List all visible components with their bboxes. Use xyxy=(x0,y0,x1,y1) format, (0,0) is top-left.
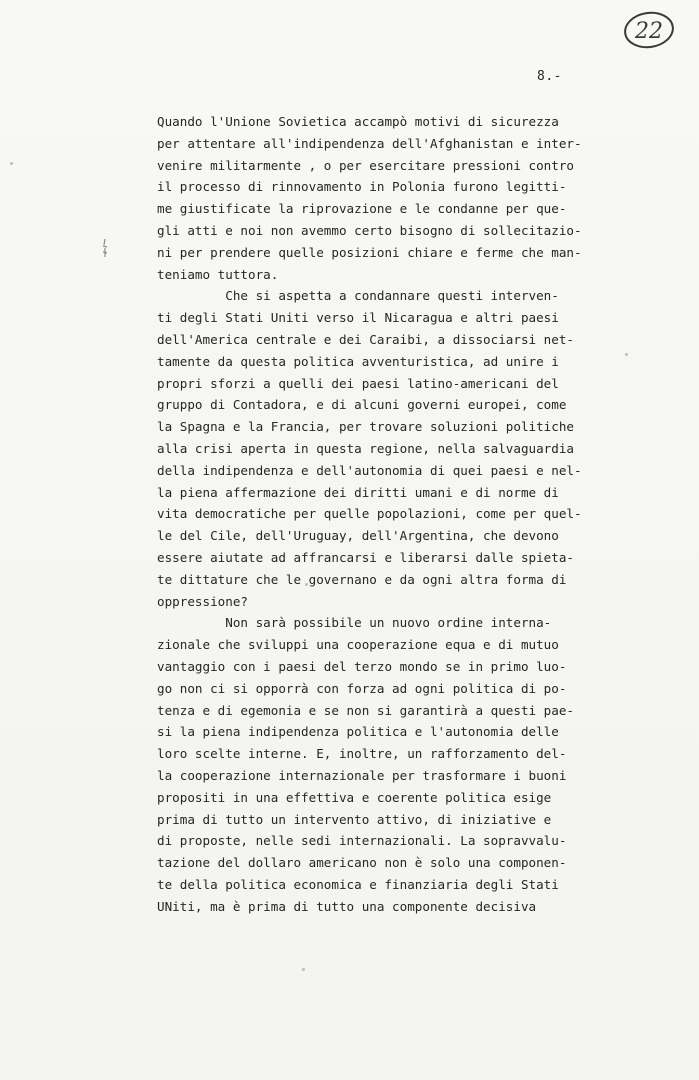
text-line: propositi in una effettiva e coerente politica esige xyxy=(157,789,552,805)
text-line: tazione del dollaro americano non è solo una componen- xyxy=(157,855,567,871)
text-line: teniamo tuttora. xyxy=(157,266,279,282)
text-line: te della politica economica e finanziaria degli Stati xyxy=(157,876,559,892)
text-line: ni per prendere quelle posizioni chiare e ferme che man- xyxy=(157,244,582,260)
text-line: go non ci si opporrà con forza ad ogni politica di po- xyxy=(157,680,567,696)
text-line: la piena affermazione dei diritti umani e di norme di xyxy=(157,484,559,500)
paper-speck xyxy=(10,162,13,165)
text-line: dell'America centrale e dei Caraibi, a dissociarsi net- xyxy=(157,331,575,347)
text-line: UNiti, ma è prima di tutto una componente decisiva xyxy=(157,898,537,914)
paper-speck xyxy=(302,968,305,971)
text-line: venire militarmente , o per esercitare pressioni contro xyxy=(157,157,575,173)
text-line: gli atti e noi non avemmo certo bisogno di sollecitazio- xyxy=(157,222,582,238)
text-line: ti degli Stati Uniti verso il Nicaragua e altri paesi xyxy=(157,310,559,326)
text-line: prima di tutto un intervento attivo, di iniziative e xyxy=(157,811,552,827)
text-line: della indipendenza e dell'autonomia di quei paesi e nel- xyxy=(157,462,582,478)
text-line: te dittature che le governano e da ogni altra forma di xyxy=(157,571,567,587)
text-line: Quando l'Unione Sovietica accampò motivi di sicurezza xyxy=(157,114,559,129)
margin-ink-mark xyxy=(100,238,110,260)
text-line: tenza e di egemonia e se non si garantirà a questi pae- xyxy=(157,702,575,718)
text-line: la Spagna e la Francia, per trovare soluzioni politiche xyxy=(157,419,575,435)
text-line: zionale che sviluppi una cooperazione equa e di mutuo xyxy=(157,637,559,653)
archive-stamp-number: 22 xyxy=(635,19,663,44)
text-line: le del Cile, dell'Uruguay, dell'Argentina, che devono xyxy=(157,528,559,544)
text-line: tamente da questa politica avventuristica, ad unire i xyxy=(157,353,559,369)
text-line: oppressione? xyxy=(157,593,248,609)
text-line: propri sforzi a quelli dei paesi latino-americani del xyxy=(157,375,559,391)
text-line: alla crisi aperta in questa regione, nella salvaguardia xyxy=(157,440,575,456)
text-line: il processo di rinnovamento in Polonia furono legitti- xyxy=(157,179,567,195)
text-line: me giustificate la riprovazione e le condanne per que- xyxy=(157,201,567,217)
text-line: gruppo di Contadora, e di alcuni governi europei, come xyxy=(157,397,567,413)
text-line: di proposte, nelle sedi internazionali. La sopravvalu- xyxy=(157,833,567,849)
text-line: Non sarà possibile un nuovo ordine interna- xyxy=(157,615,552,631)
text-line: la cooperazione internazionale per trasformare i buoni xyxy=(157,767,567,783)
text-line: si la piena indipendenza politica e l'autonomia delle xyxy=(157,724,559,740)
text-line: per attentare all'indipendenza dell'Afghanistan e inter- xyxy=(157,135,582,151)
text-line: essere aiutate ad affrancarsi e liberarsi dalle spieta- xyxy=(157,549,575,565)
text-line: Che si aspetta a condannare questi interven- xyxy=(157,288,559,304)
text-line: loro scelte interne. E, inoltre, un rafforzamento del- xyxy=(157,746,567,762)
page-number: 8.- xyxy=(537,69,562,84)
letter-body xyxy=(157,111,627,917)
archive-stamp xyxy=(622,10,676,50)
text-line: vantaggio con i paesi del terzo mondo se in primo luo- xyxy=(157,658,567,674)
text-line: vita democratiche per quelle popolazioni, come per quel- xyxy=(157,506,582,522)
